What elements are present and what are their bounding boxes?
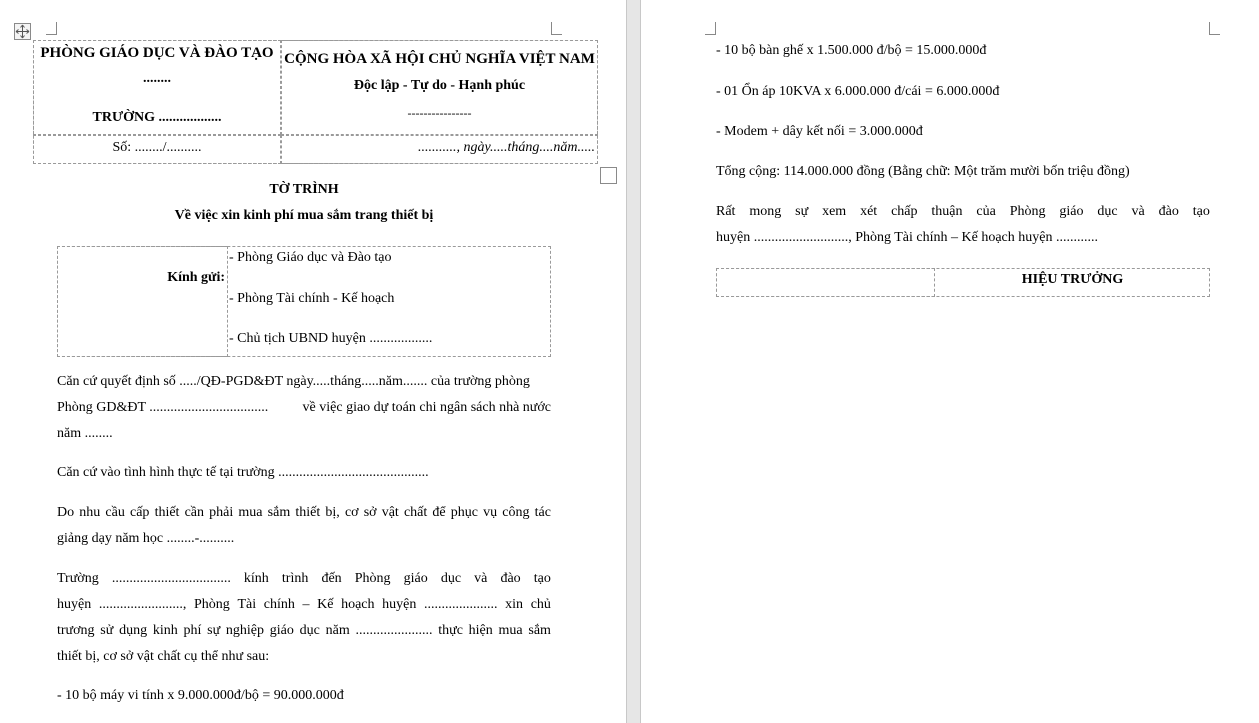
school-name: TRƯỜNG .................. xyxy=(92,110,222,125)
request-paragraph-line: thiết bị, cơ sở vật chất cụ thể như sau: xyxy=(57,649,270,664)
request-paragraph-line: trương sử dụng kinh phí sự nghiệp giáo dục năm ...................... thực hiện mua sắm xyxy=(57,623,551,638)
basis-paragraph-line: Phòng GD&ĐT .................................. về việc giao dự toán chi ngân sách nhà nước xyxy=(57,400,551,415)
table-resize-handle[interactable] xyxy=(600,167,617,184)
basis-paragraph-line: Căn cứ quyết định số ...../QĐ-PGD&ĐT ngày.....tháng.....năm....... của trường phòng xyxy=(57,374,530,389)
document-page-2 xyxy=(641,0,1259,723)
request-paragraph-line: Trường .................................. kính trình đến Phòng giáo dục và đào tạo xyxy=(57,571,551,586)
need-paragraph-line: Do nhu cầu cấp thiết cần phải mua sắm thiết bị, cơ sở vật chất để phục vụ công tác xyxy=(57,505,551,520)
recipient-item: - Phòng Tài chính - Kế hoạch xyxy=(229,291,395,306)
equipment-item: - 01 Ổn áp 10KVA x 6.000.000 đ/cái = 6.000.000đ xyxy=(716,84,1000,99)
document-number: Số: ......../.......... xyxy=(112,140,202,155)
equipment-item: - 10 bộ bàn ghế x 1.500.000 đ/bộ = 15.000.000đ xyxy=(716,43,987,58)
department-dots: ........ xyxy=(143,71,171,86)
page-gap xyxy=(626,0,641,723)
margin-corner-top-right xyxy=(551,22,562,35)
document-subtitle: Về việc xin kinh phí mua sắm trang thiết bị xyxy=(174,208,434,223)
recipient-item: - Chủ tịch UBND huyện .................. xyxy=(229,331,433,346)
situation-paragraph: Căn cứ vào tình hình thực tế tại trường ........................................... xyxy=(57,465,429,480)
total-line: Tổng cộng: 114.000.000 đồng (Bằng chữ: Một trăm mười bốn triệu đồng) xyxy=(716,164,1130,179)
national-motto: Độc lập - Tự do - Hạnh phúc xyxy=(353,78,526,93)
margin-corner-top-left xyxy=(705,22,716,35)
signature-left-cell xyxy=(716,268,935,297)
recipients-label: Kính gửi: xyxy=(167,270,225,285)
basis-paragraph-line: năm ........ xyxy=(57,426,113,441)
equipment-item: - Modem + dây kết nối = 3.000.000đ xyxy=(716,124,923,139)
recipients-label-cell xyxy=(57,246,228,357)
document-date: ..........., ngày.....tháng....năm..... xyxy=(418,140,595,155)
move-arrows-icon xyxy=(15,24,30,39)
equipment-item: - 10 bộ máy vi tính x 9.000.000đ/bộ = 90.000.000đ xyxy=(57,688,344,703)
document-page-1 xyxy=(0,0,626,723)
motto-rule: ---------------- xyxy=(407,106,472,120)
closing-paragraph-line: huyện ..........................., Phòng Tài chính – Kế hoạch huyện ............ xyxy=(716,230,1098,245)
recipient-item: - Phòng Giáo dục và Đào tạo xyxy=(229,250,392,265)
department-name: PHÒNG GIÁO DỤC VÀ ĐÀO TẠO xyxy=(40,45,274,61)
closing-paragraph-line: Rất mong sự xem xét chấp thuận của Phòng giáo dục và đào tạo xyxy=(716,204,1210,219)
request-paragraph-line: huyện ........................, Phòng Tài chính – Kế hoạch huyện ..................... xin chủ xyxy=(57,597,551,612)
need-paragraph-line: giảng dạy năm học ........-.......... xyxy=(57,531,235,546)
country-title: CỘNG HÒA XÃ HỘI CHỦ NGHĨA VIỆT NAM xyxy=(284,51,595,67)
margin-corner-top-right xyxy=(1209,22,1220,35)
signature-title: HIỆU TRƯỞNG xyxy=(1021,272,1124,287)
table-move-handle[interactable] xyxy=(14,23,31,40)
margin-corner-top-left xyxy=(46,22,57,35)
document-title: TỜ TRÌNH xyxy=(269,182,339,197)
